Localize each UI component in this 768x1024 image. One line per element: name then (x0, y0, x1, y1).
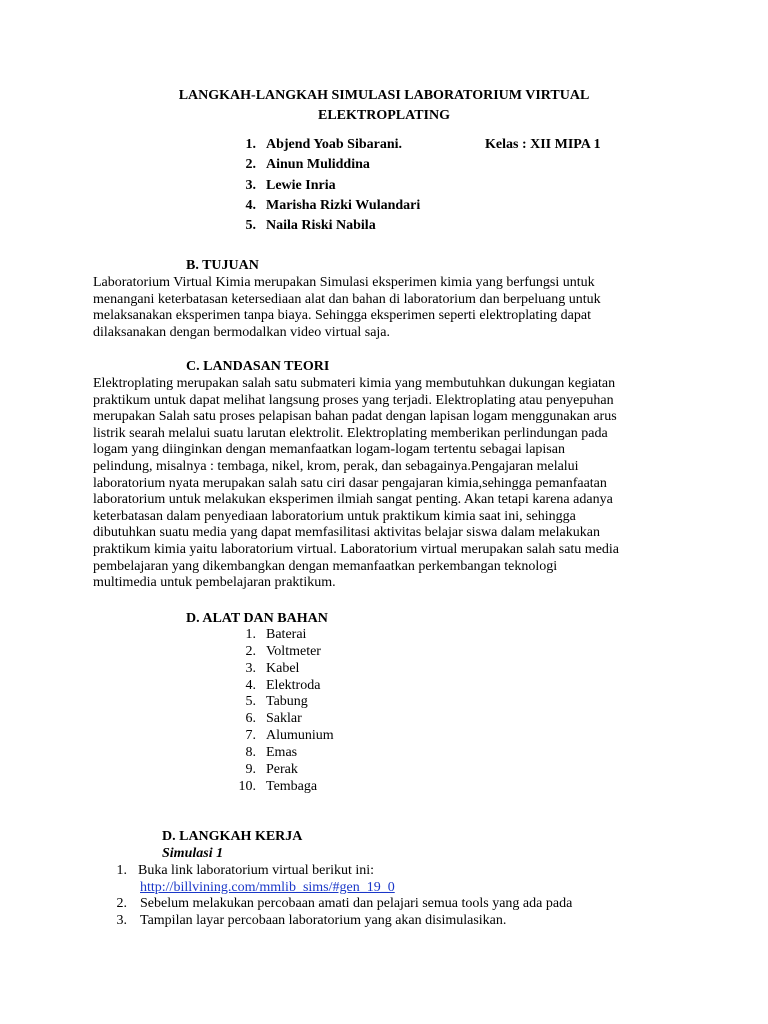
paragraph-line: melaksanakan eksperimen tanpa biaya. Sehingga eksperimen seperti elektroplating dapat (93, 308, 591, 324)
paragraph-line: dilaksanakan dengan bermodalkan video virtual saja. (93, 324, 391, 340)
paragraph-line: pembelajaran yang dikembangkan dengan memanfaatkan perkembangan teknologi (93, 558, 558, 574)
list-item-number: 3. (245, 661, 256, 676)
paragraph-line: laboratorium untuk melakukan eksperimen ilmiah sangat penting. Akan tetapi karena adanya (93, 492, 613, 508)
paragraph-line: dibutuhkan suatu media yang dapat memfasilitasi aktivitas belajar siswa dalam melakukan (93, 525, 600, 541)
list-item-number: 8. (245, 745, 256, 760)
step-text: Sebelum melakukan percobaan amati dan pelajari semua tools yang ada pada (140, 896, 573, 911)
list-item: Voltmeter (266, 644, 321, 659)
paragraph-line: praktikum untuk dapat melihat langsung proses yang terjadi. Elektroplating atau penyepuhan (93, 392, 614, 408)
member-number: 5. (245, 218, 256, 233)
list-item-number: 4. (245, 678, 256, 693)
paragraph-line: praktikum kimia yaitu laboratorium virtual. Laboratorium virtual merupakan salah satu media (93, 541, 620, 557)
list-item-number: 10. (238, 779, 256, 794)
list-item-number: 5. (245, 694, 256, 709)
member-number: 2. (245, 157, 256, 172)
simulation-subheading: Simulasi 1 (162, 846, 224, 861)
simulation-link[interactable]: http://billvining.com/mmlib_sims/#gen_19_0 (140, 880, 395, 895)
list-item: Tabung (266, 694, 308, 709)
list-item-number: 6. (245, 711, 256, 726)
paragraph-line: keterbatasan dalam penyediaan laboratorium untuk praktikum kimia saat ini, sehingga (93, 508, 576, 524)
paragraph-line: laboratorium nyata merupakan salah satu ciri dasar pengajaran kimia,sehingga pemanfaatan (93, 475, 607, 491)
page-title: LANGKAH-LANGKAH SIMULASI LABORATORIUM VIRTUAL (178, 88, 590, 103)
class-label: Kelas : XII MIPA 1 (485, 137, 601, 152)
list-item-number: 7. (245, 728, 256, 743)
paragraph-line: menangani keterbatasan ketersediaan alat dan bahan di laboratorium dan berpeluang untuk (93, 291, 601, 307)
list-item: Emas (266, 745, 298, 760)
paragraph-line: Laboratorium Virtual Kimia merupakan Simulasi eksperimen kimia yang berfungsi untuk (93, 275, 595, 290)
landasan-paragraph (93, 376, 683, 592)
member-name: Lewie Inria (266, 178, 336, 193)
list-item: Saklar (266, 711, 302, 726)
list-item: Elektroda (266, 678, 321, 693)
member-number: 1. (245, 137, 256, 152)
tujuan-paragraph (93, 275, 683, 341)
section-heading-langkah: D. LANGKAH KERJA (162, 829, 303, 844)
section-heading-landasan: C. LANDASAN TEORI (186, 359, 330, 374)
paragraph-line: pelindung, misalnya : tembaga, nikel, krom, perak, dan sebagainya.Pengajaran melalui (93, 458, 579, 474)
member-number: 4. (245, 198, 256, 213)
list-item: Kabel (266, 661, 300, 676)
section-heading-alat: D. ALAT DAN BAHAN (186, 611, 328, 626)
section-heading-tujuan: B. TUJUAN (186, 258, 259, 273)
member-name: Ainun Muliddina (266, 157, 370, 172)
list-item-number: 9. (245, 762, 256, 777)
step-number: 1. (116, 863, 127, 878)
step-number: 3. (116, 913, 127, 928)
paragraph-line: Elektroplating merupakan salah satu submateri kimia yang membutuhkan dukungan kegiatan (93, 376, 616, 391)
paragraph-line: merupakan Salah satu proses pelapisan bahan padat dengan lapisan logam menggunakan arus (93, 409, 617, 425)
paragraph-line: logam yang diinginkan dengan memanfaatkan logam-logam tertentu sebagai lapisan (93, 442, 565, 458)
list-item: Tembaga (266, 779, 318, 794)
list-item: Baterai (266, 627, 307, 642)
paragraph-line: listrik searah melalui suatu larutan elektrolit. Elektroplating memberikan perlindungan pada (93, 425, 608, 441)
member-name: Marisha Rizki Wulandari (266, 198, 421, 213)
member-name: Abjend Yoab Sibarani. (266, 137, 403, 152)
list-item-number: 1. (245, 627, 256, 642)
paragraph-line: multimedia untuk pembelajaran praktikum. (93, 575, 336, 591)
member-name: Naila Riski Nabila (266, 218, 376, 233)
list-item: Alumunium (266, 728, 334, 743)
page-title-line2: ELEKTROPLATING (318, 108, 450, 123)
step-text: Tampilan layar percobaan laboratorium yang akan disimulasikan. (140, 913, 507, 928)
step-text: Buka link laboratorium virtual berikut ini: (138, 863, 375, 878)
member-number: 3. (245, 178, 256, 193)
list-item-number: 2. (245, 644, 256, 659)
step-number: 2. (116, 896, 127, 911)
list-item: Perak (266, 762, 298, 777)
